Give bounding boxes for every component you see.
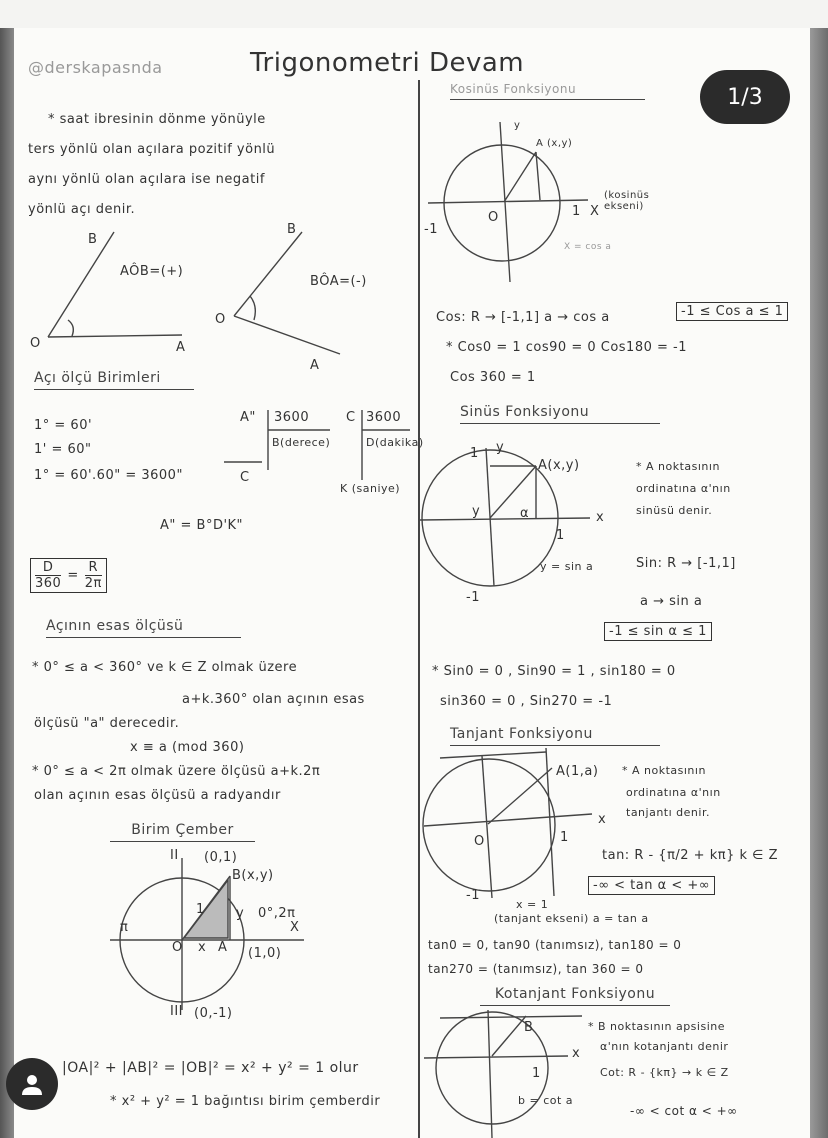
sine-map: a → sin a (640, 594, 703, 609)
section-heading-sine: Sinüs Fonksiyonu (460, 404, 660, 424)
x-axis-label: X (290, 920, 300, 935)
x-axis-label: x (572, 1046, 581, 1061)
esas-line: * 0° ≤ a < 2π olmak üzere ölçüsü a+k.2π (32, 764, 321, 779)
ratio-num: D (42, 560, 54, 575)
conv-divisor: 3600 (366, 410, 402, 425)
origin-o: O (474, 834, 485, 849)
sine-definition: Sin: R → [-1,1] (636, 556, 736, 571)
label-one: 1 (572, 204, 581, 219)
point-b: B(x,y) (232, 868, 274, 883)
alpha-label: α (520, 506, 530, 521)
tangent-note: ordinatına α'nın (626, 786, 721, 799)
esas-line: olan açının esas ölçüsü a radyandır (34, 788, 281, 803)
cotangent-definition: Cot: R - {kπ} → k ∈ Z (600, 1066, 729, 1079)
tangent-note: tanjantı denir. (626, 806, 710, 819)
x-equals-one: x = 1 (516, 898, 549, 911)
point-1-0: (1,0) (248, 946, 282, 961)
conv-degree: B(derece) (272, 436, 331, 449)
label-y: y (236, 906, 245, 921)
esas-line: a+k.360° olan açının esas (182, 692, 365, 707)
label-x: x (198, 940, 207, 955)
page-title: Trigonometri Devam (250, 48, 525, 78)
label-minus-one: -1 (466, 590, 480, 605)
photo-edge-left (0, 28, 14, 1138)
intro-line: ters yönlü olan açılara pozitif yönlü (28, 142, 276, 157)
cosine-range: -1 ≤ Cos a ≤ 1 (676, 302, 788, 321)
positive-angle-label: AÔB=(+) (120, 264, 184, 279)
conv-c: C (240, 470, 250, 485)
cosine-values: Cos 360 = 1 (450, 370, 536, 385)
label-one: 1 (556, 528, 565, 543)
page-indicator-badge[interactable] (700, 70, 790, 124)
section-heading-tangent: Tanjant Fonksiyonu (450, 726, 660, 746)
y-sin-label: y = sin a (540, 560, 594, 573)
conv-minute: D(dakika) (366, 436, 424, 449)
user-avatar-button[interactable] (6, 1058, 58, 1110)
cosine-axis-label: (kosinüs ekseni) (604, 190, 650, 212)
tangent-axis-label: (tanjant ekseni) a = tan a (494, 912, 649, 925)
cotangent-note: α'nın kotanjantı denir (600, 1040, 729, 1053)
unit-line: 1° = 60'.60" = 3600" (34, 468, 183, 483)
conv-divisor: 3600 (274, 410, 310, 425)
point-a: A (310, 358, 320, 373)
pythagoras-line: |OA|² + |AB|² = |OB|² = x² + y² = 1 olur (62, 1060, 359, 1076)
point-o: O (30, 336, 41, 351)
sine-range: -1 ≤ sin α ≤ 1 (604, 622, 712, 641)
cosine-definition: Cos: R → [-1,1] a → cos a (436, 310, 610, 325)
label-one: 1 (470, 446, 479, 461)
x-cos-label: X = cos a (564, 242, 612, 252)
photo-edge-right (810, 28, 828, 1138)
cotangent-note: * B noktasının apsisine (588, 1020, 725, 1033)
notebook-page (14, 28, 810, 1138)
esas-line: x ≡ a (mod 360) (130, 740, 245, 755)
label-one: 1 (532, 1066, 541, 1081)
point-0-1: (0,1) (204, 850, 238, 865)
cotangent-circle-diagram (0, 0, 1, 1)
negative-angle-label: BÔA=(-) (310, 274, 367, 289)
point-0-m1: (0,-1) (194, 1006, 233, 1021)
sine-note: ordinatına α'nın (636, 482, 731, 495)
point-a: A(x,y) (538, 458, 580, 473)
sine-note: sinüsü denir. (636, 504, 713, 517)
quadrant-label: II (170, 848, 179, 863)
y-axis-label: y (496, 440, 505, 455)
quadrant-label: III (170, 1004, 184, 1019)
point-b: B (88, 232, 98, 247)
conv-second: K (saniye) (340, 482, 401, 495)
origin-o: O (488, 210, 499, 225)
section-heading-cosine: Kosinüs Fonksiyonu (450, 82, 645, 100)
cosine-values: * Cos0 = 1 cos90 = 0 Cos180 = -1 (446, 340, 687, 355)
conv-a: A" (240, 410, 256, 425)
conv-c: C (346, 410, 356, 425)
tangent-range: -∞ < tan α < +∞ (588, 876, 715, 895)
ratio-num: R (88, 560, 99, 575)
intro-line: aynı yönlü olan açılara ise negatif (28, 172, 265, 187)
tangent-values: tan270 = (tanımsız), tan 360 = 0 (428, 962, 644, 976)
page-indicator: 1/3 (727, 84, 763, 110)
label-minus-one: -1 (466, 888, 480, 903)
point-a: A (x,y) (536, 138, 573, 149)
label-one: 1 (560, 830, 569, 845)
column-divider (418, 80, 420, 1138)
section-heading-unit-circle: Birim Çember (110, 822, 255, 842)
unit-circle-equation: * x² + y² = 1 bağıntısı birim çemberdir (110, 1094, 381, 1109)
tangent-definition: tan: R - {π/2 + kπ} k ∈ Z (602, 848, 778, 863)
user-icon (19, 1071, 45, 1097)
section-heading-cotangent: Kotanjant Fonksiyonu (480, 986, 670, 1006)
label-pi: π (120, 920, 129, 935)
tangent-note: * A noktasının (622, 764, 706, 777)
cotangent-range: -∞ < cot α < +∞ (630, 1104, 738, 1118)
x-axis-label: X (590, 204, 600, 219)
point-b: B (287, 222, 297, 237)
point-a: A(1,a) (556, 764, 599, 779)
dms-formula: A" = B°D'K" (160, 518, 244, 533)
label-minus-one: -1 (424, 222, 438, 237)
x-axis-label: x (596, 510, 605, 525)
section-heading-principal-measure: Açının esas ölçüsü (46, 618, 241, 638)
ratio-den: 360 (35, 576, 62, 591)
tangent-values: tan0 = 0, tan90 (tanımsız), tan180 = 0 (428, 938, 682, 952)
point-b: B (524, 1020, 534, 1035)
origin-o: O (172, 940, 183, 955)
x-axis-label: x (598, 812, 607, 827)
intro-line: * saat ibresinin dönme yönüyle (48, 112, 266, 127)
section-heading-angle-units: Açı ölçü Birimleri (34, 370, 194, 390)
unit-line: 1' = 60" (34, 442, 92, 457)
esas-line: ölçüsü "a" derecedir. (34, 716, 180, 731)
y-axis-label: y (514, 120, 521, 131)
unit-line: 1° = 60' (34, 418, 93, 433)
degree-radian-ratio: $\frac{D}{360}$ = $\frac{R}{2\pi}$ (30, 558, 107, 593)
sine-values: * Sin0 = 0 , Sin90 = 1 , sin180 = 0 (432, 664, 676, 679)
b-cot-label: b = cot a (518, 1094, 574, 1107)
point-a: A (176, 340, 186, 355)
esas-line: * 0° ≤ a < 360° ve k ∈ Z olmak üzere (32, 660, 298, 675)
point-a: A (218, 940, 228, 955)
intro-line: yönlü açı denir. (28, 202, 136, 217)
label-0-2pi: 0°,2π (258, 906, 296, 921)
ratio-den: 2π (84, 576, 102, 591)
label-one: 1 (196, 902, 205, 917)
sine-values: sin360 = 0 , Sin270 = -1 (440, 694, 613, 709)
point-o: O (215, 312, 226, 327)
sine-note: * A noktasının (636, 460, 720, 473)
author-handle: @derskapasnda (28, 58, 163, 77)
label-y: y (472, 504, 481, 519)
